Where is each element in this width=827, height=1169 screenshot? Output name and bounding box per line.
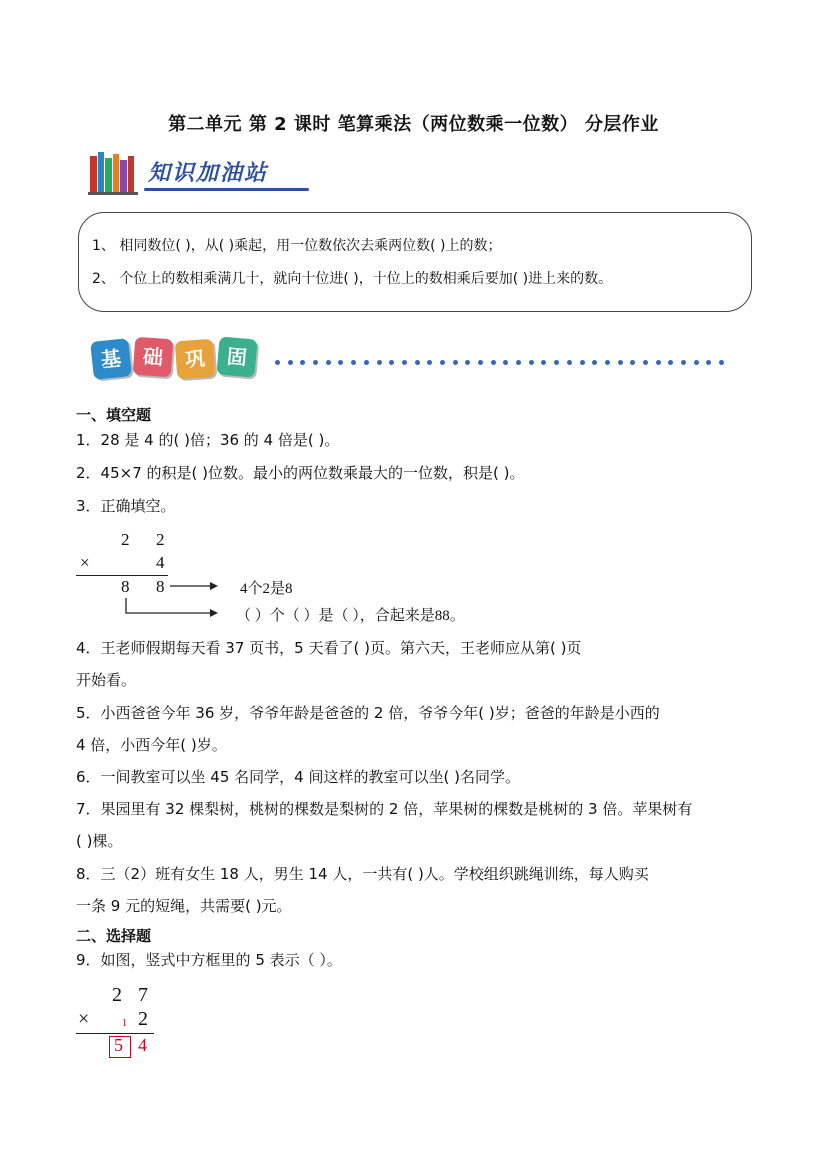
calc2-top-tens: 2 xyxy=(112,984,122,1006)
banner-knowledge-text: 知识加油站 xyxy=(148,161,269,186)
calc1-arrows xyxy=(76,526,236,626)
banner-tile-1: 基 xyxy=(90,338,132,380)
vertical-calc-1 xyxy=(76,526,496,626)
banner-tile-3: 巩 xyxy=(175,339,216,380)
banner-dot-divider xyxy=(275,350,745,358)
question-4-line-2: 开始看。 xyxy=(76,671,137,689)
banner-tile-2: 础 xyxy=(133,337,174,378)
question-8-line-2: 一条 9 元的短绳，共需要( )元。 xyxy=(76,897,292,915)
question-1: 1．28 是 4 的( )倍；36 的 4 倍是( )。 xyxy=(76,431,340,449)
vertical-calc-2 xyxy=(76,984,176,1064)
calc2-rule xyxy=(76,1033,154,1034)
question-7-line-2: ( )棵。 xyxy=(76,832,123,850)
section-heading-choice: 二、选择题 xyxy=(76,927,152,945)
banner-basic xyxy=(92,336,272,380)
question-5-line-1: 5．小西爸爸今年 36 岁，爷爷年龄是爸爸的 2 倍，爷爷今年( )岁；爸爸的年龄是小西的 xyxy=(76,704,660,722)
calc2-multiplier: 2 xyxy=(138,1008,148,1030)
calc1-result-ones: 8 xyxy=(156,577,165,596)
calc1-top-tens: 2 xyxy=(121,530,130,549)
calc2-top-ones: 7 xyxy=(138,984,148,1006)
calc2-result-ones: 4 xyxy=(138,1035,147,1055)
books-icon xyxy=(88,150,142,196)
knowledge-line-1: 1、 相同数位( )，从( )乘起，用一位数依次去乘两位数( )上的数； xyxy=(92,238,502,254)
calc1-note-1: 4个2是8 xyxy=(240,581,293,597)
question-2: 2．45×7 的积是( )位数。最小的两位数乘最大的一位数，积是( )。 xyxy=(76,464,525,482)
question-5-line-2: 4 倍，小西今年( )岁。 xyxy=(76,736,227,754)
banner-underline xyxy=(144,188,309,191)
calc1-result-tens: 8 xyxy=(121,577,130,596)
calc1-top-ones: 2 xyxy=(156,530,165,549)
page-title: 第二单元 第 2 课时 笔算乘法（两位数乘一位数） 分层作业 xyxy=(168,114,659,135)
question-8-line-1: 8．三（2）班有女生 18 人，男生 14 人，一共有( )人。学校组织跳绳训练，每人购买 xyxy=(76,865,649,883)
calc1-note-2: （ ）个（ ）是（ ），合起来是88。 xyxy=(236,608,465,624)
knowledge-box xyxy=(78,212,752,312)
calc1-multiplier: 4 xyxy=(156,553,165,572)
section-heading-fill: 一、填空题 xyxy=(76,406,152,424)
calc2-boxed-digit: 5 xyxy=(114,1035,123,1055)
knowledge-line-2: 2、 个位上的数相乘满几十，就向十位进( )，十位上的数相乘后要加( )进上来的数。 xyxy=(92,271,613,287)
question-9: 9．如图，竖式中方框里的 5 表示（ ）。 xyxy=(76,951,342,969)
banner-knowledge xyxy=(88,150,318,198)
calc2-carry-digit: 1 xyxy=(122,1018,127,1029)
question-7-line-1: 7．果园里有 32 棵梨树，桃树的棵数是梨树的 2 倍，苹果树的棵数是桃树的 3 倍。苹果树有 xyxy=(76,800,693,818)
calc1-times-sign: × xyxy=(80,553,90,572)
question-3: 3．正确填空。 xyxy=(76,497,176,515)
calc2-times-sign: × xyxy=(78,1008,90,1030)
question-4-line-1: 4．王老师假期每天看 37 页书，5 天看了( )页。第六天，王老师应从第( )页 xyxy=(76,639,582,657)
question-6: 6．一间教室可以坐 45 名同学，4 间这样的教室可以坐( )名同学。 xyxy=(76,768,520,786)
banner-tile-4: 固 xyxy=(216,336,257,377)
